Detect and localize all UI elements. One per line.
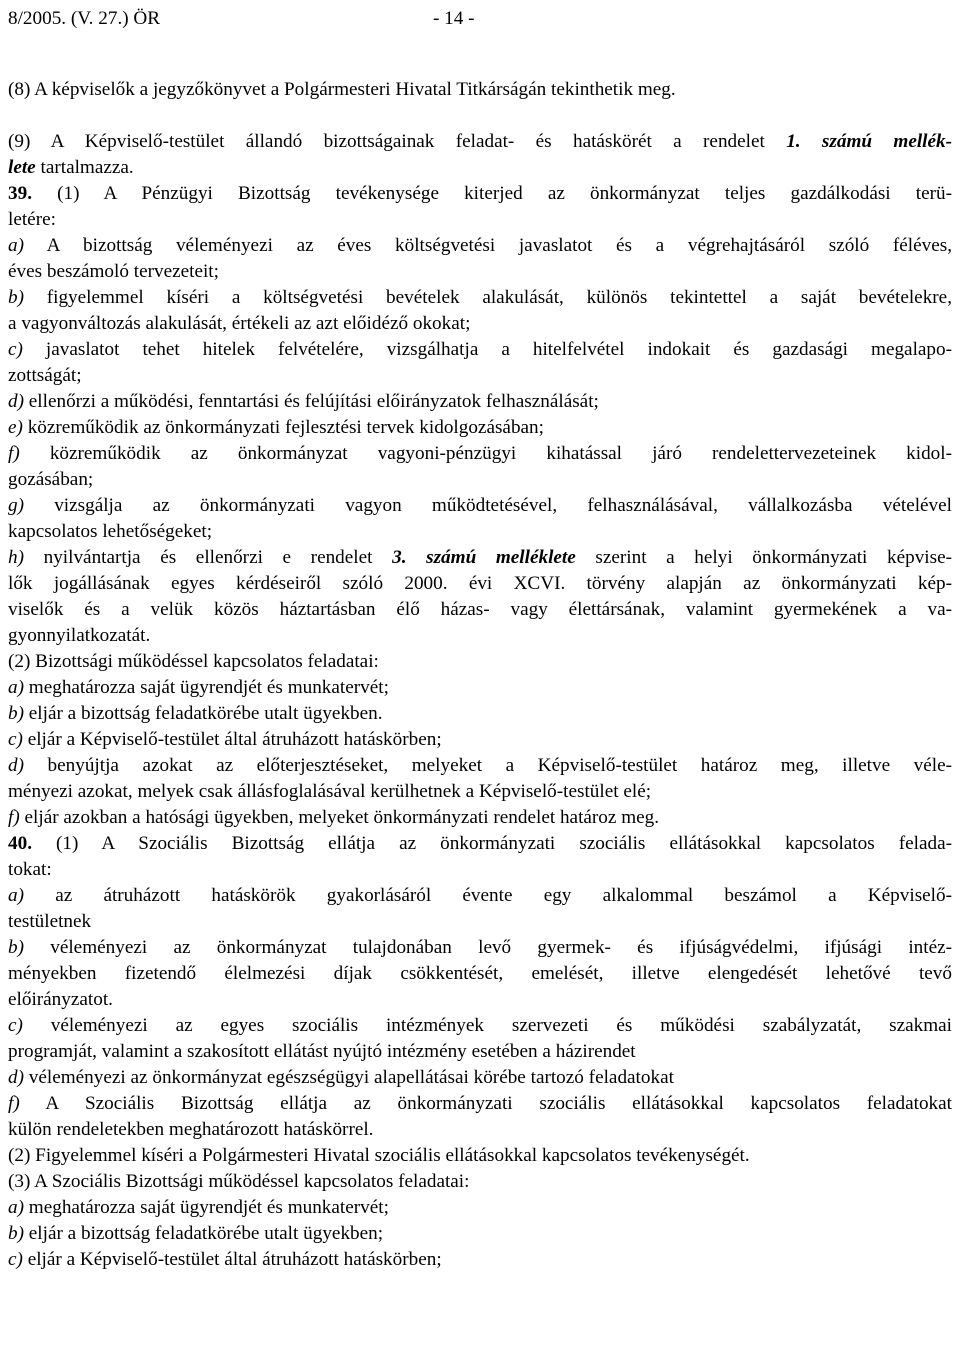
text-run: eljár a Képviselő-testület által átruházott hatáskörben; (22, 1249, 442, 1270)
text-line (8, 650, 952, 674)
text-run: véleményezi az önkormányzat tulajdonában levő gyermek- és ifjúságvédelmi, ifjúsági intéz- (23, 937, 952, 958)
text-run: éves beszámoló tervezeteit; (8, 261, 219, 282)
text-run: eljár a Képviselő-testület által átruházott hatáskörben; (22, 729, 442, 750)
text-run: előirányzatot. (8, 989, 113, 1010)
text-run: ellenőrzi a működési, fenntartási és felújítási előirányzatok felhasználását; (23, 391, 599, 412)
text-run: meghatározza saját ügyrendjét és munkatervét; (23, 677, 389, 698)
text-line (8, 494, 952, 518)
text-run: viselők és a velük közös háztartásban élő házas- vagy élettársának, valamint gyermekének a va- (8, 599, 952, 620)
text-line (8, 156, 952, 180)
text-run: eljár a bizottság feladatkörébe utalt ügyekben. (23, 703, 383, 724)
text-run: f) (8, 1093, 20, 1114)
text-line (8, 702, 952, 726)
text-run: a) (8, 677, 24, 698)
text-line (8, 1248, 952, 1272)
text-run: eljár a bizottság feladatkörébe utalt ügyekben; (23, 1223, 384, 1244)
text-line (8, 598, 952, 622)
text-run: g) (8, 495, 24, 516)
text-run: gyonnyilatkozatát. (8, 625, 151, 646)
text-line (8, 754, 952, 778)
text-line (8, 442, 952, 466)
text-run: zottságát; (8, 365, 82, 386)
text-line (8, 1170, 952, 1194)
text-run: (1) A Pénzügyi Bizottság tevékenysége kiterjed az önkormányzat teljes gazdálkodási terü- (31, 183, 952, 204)
text-run: lők jogállásának egyes kérdéseiről szóló 2000. évi XCVI. törvény alapján az önkormányzati kép- (8, 573, 952, 594)
text-run: (9) A Képviselő-testület állandó bizottságainak feladat- és hatáskörét a rendelet (8, 131, 787, 152)
text-line (8, 1014, 952, 1038)
text-run: testületnek (8, 911, 92, 932)
text-run: lete (8, 157, 36, 178)
text-line (8, 780, 952, 804)
text-line (8, 832, 952, 856)
text-run: c) (8, 339, 23, 360)
text-run: véleményezi az egyes szociális intézmények szervezeti és működési szabályzatát, szakmai (22, 1015, 952, 1036)
text-line (8, 884, 952, 908)
text-line (8, 390, 952, 414)
text-run: programját, valamint a szakosított ellátást nyújtó intézmény esetében a házirendet (8, 1041, 636, 1062)
text-line (8, 468, 952, 492)
text-line (8, 1066, 952, 1090)
text-run: véleményezi az önkormányzat egészségügyi alapellátásai körébe tartozó feladatokat (23, 1067, 674, 1088)
text-run: 39. (8, 183, 32, 204)
text-line (8, 936, 952, 960)
text-run: az átruházott hatáskörök gyakorlásáról évente egy alkalommal beszámol a Képviselő- (23, 885, 952, 906)
text-run: b) (8, 937, 24, 958)
text-line (8, 78, 952, 102)
text-run: vizsgálja az önkormányzati vagyon működtetésével, felhasználásával, vállalkozásba vételével (23, 495, 952, 516)
text-run: c) (8, 1015, 23, 1036)
text-line (8, 806, 952, 830)
text-line (8, 364, 952, 388)
text-run: f) (8, 807, 20, 828)
text-run: eljár azokban a hatósági ügyekben, melyeket önkormányzati rendelet határoz meg. (19, 807, 660, 828)
text-run: a) (8, 885, 24, 906)
text-run: d) (8, 1067, 24, 1088)
text-run: c) (8, 729, 23, 750)
text-line (8, 182, 952, 206)
text-run: meghatározza saját ügyrendjét és munkatervét; (23, 1197, 389, 1218)
text-run: (8) A képviselők a jegyzőkönyvet a Polgármesteri Hivatal Titkárságán tekinthetik meg. (8, 79, 676, 100)
text-line (8, 286, 952, 310)
text-run: benyújtja azokat az előterjesztéseket, melyeket a Képviselő-testület határoz meg, illetve véle- (23, 755, 952, 776)
text-run: figyelemmel kíséri a költségvetési bevételek alakulását, különös tekintettel a saját bevételekre, (23, 287, 952, 308)
text-line (8, 234, 952, 258)
text-run: kapcsolatos lehetőségeket; (8, 521, 213, 542)
text-line (8, 1144, 952, 1168)
text-run: (3) A Szociális Bizottsági működéssel kapcsolatos feladatai: (8, 1171, 470, 1192)
text-run: A Szociális Bizottság ellátja az önkormányzati szociális ellátásokkal kapcsolatos feladatokat (19, 1093, 952, 1114)
text-line (8, 676, 952, 700)
text-run: szerint a helyi önkormányzati képvise- (575, 547, 953, 568)
text-run: külön rendeletekben meghatározott hatáskörrel. (8, 1119, 374, 1140)
text-run: b) (8, 703, 24, 724)
text-run: tartalmazza. (35, 157, 134, 178)
text-run: a) (8, 235, 24, 256)
text-line (8, 130, 952, 154)
text-line (8, 416, 952, 440)
text-run: a) (8, 1197, 24, 1218)
text-run: közreműködik az önkormányzati fejlesztési tervek kidolgozásában; (22, 417, 544, 438)
text-run: (1) A Szociális Bizottság ellátja az önkormányzati szociális ellátásokkal kapcsolatos felada- (31, 833, 952, 854)
text-line (8, 962, 952, 986)
text-run: a vagyonváltozás alakulását, értékeli az azt előidéző okokat; (8, 313, 471, 334)
text-run: e) (8, 417, 23, 438)
text-run: c) (8, 1249, 23, 1270)
page-number: - 14 - (433, 8, 475, 29)
text-line (8, 312, 952, 336)
text-run: közreműködik az önkormányzat vagyoni-pénzügyi kihatással járó rendelettervezeteinek kidol- (19, 443, 952, 464)
document-reference: 8/2005. (V. 27.) ÖR (8, 8, 161, 29)
text-line (8, 1040, 952, 1064)
text-line (8, 1222, 952, 1246)
text-line (8, 858, 952, 882)
text-line (8, 1196, 952, 1220)
text-line (8, 624, 952, 648)
text-run: A bizottság véleményezi az éves költségvetési javaslatot és a végrehajtásáról szóló féléves, (23, 235, 952, 256)
text-line (8, 572, 952, 596)
text-line (8, 546, 952, 570)
text-run: f) (8, 443, 20, 464)
text-run: 3. számú melléklete (392, 547, 576, 568)
text-run: b) (8, 287, 24, 308)
text-run: 1. számú mellék- (786, 131, 952, 152)
text-line (8, 910, 952, 934)
text-line (8, 728, 952, 752)
text-run: h) (8, 547, 24, 568)
text-run: ményezi azokat, melyek csak állásfoglalásával kerülhetnek a Képviselő-testület elé; (8, 781, 652, 802)
text-line (8, 520, 952, 544)
text-line (8, 1118, 952, 1142)
text-run: ményekben fizetendő élelmezési díjak csökkentését, emelését, illetve elengedését lehetővé tevő (8, 963, 952, 984)
text-run: nyilvántartja és ellenőrzi e rendelet (23, 547, 393, 568)
text-run: (2) Figyelemmel kíséri a Polgármesteri Hivatal szociális ellátásokkal kapcsolatos tevékenységét. (8, 1145, 750, 1166)
text-run: letére: (8, 209, 56, 230)
text-line (8, 338, 952, 362)
text-run: d) (8, 755, 24, 776)
text-run: gozásában; (8, 469, 94, 490)
text-run: javaslatot tehet hitelek felvételére, vizsgálhatja a hitelfelvétel indokait és gazdasági megalapo- (22, 339, 952, 360)
text-run: b) (8, 1223, 24, 1244)
text-line (8, 208, 952, 232)
text-line (8, 988, 952, 1012)
text-run: 40. (8, 833, 32, 854)
text-run: d) (8, 391, 24, 412)
text-line (8, 260, 952, 284)
text-run: (2) Bizottsági működéssel kapcsolatos feladatai: (8, 651, 379, 672)
text-run: tokat: (8, 859, 52, 880)
text-line (8, 1092, 952, 1116)
